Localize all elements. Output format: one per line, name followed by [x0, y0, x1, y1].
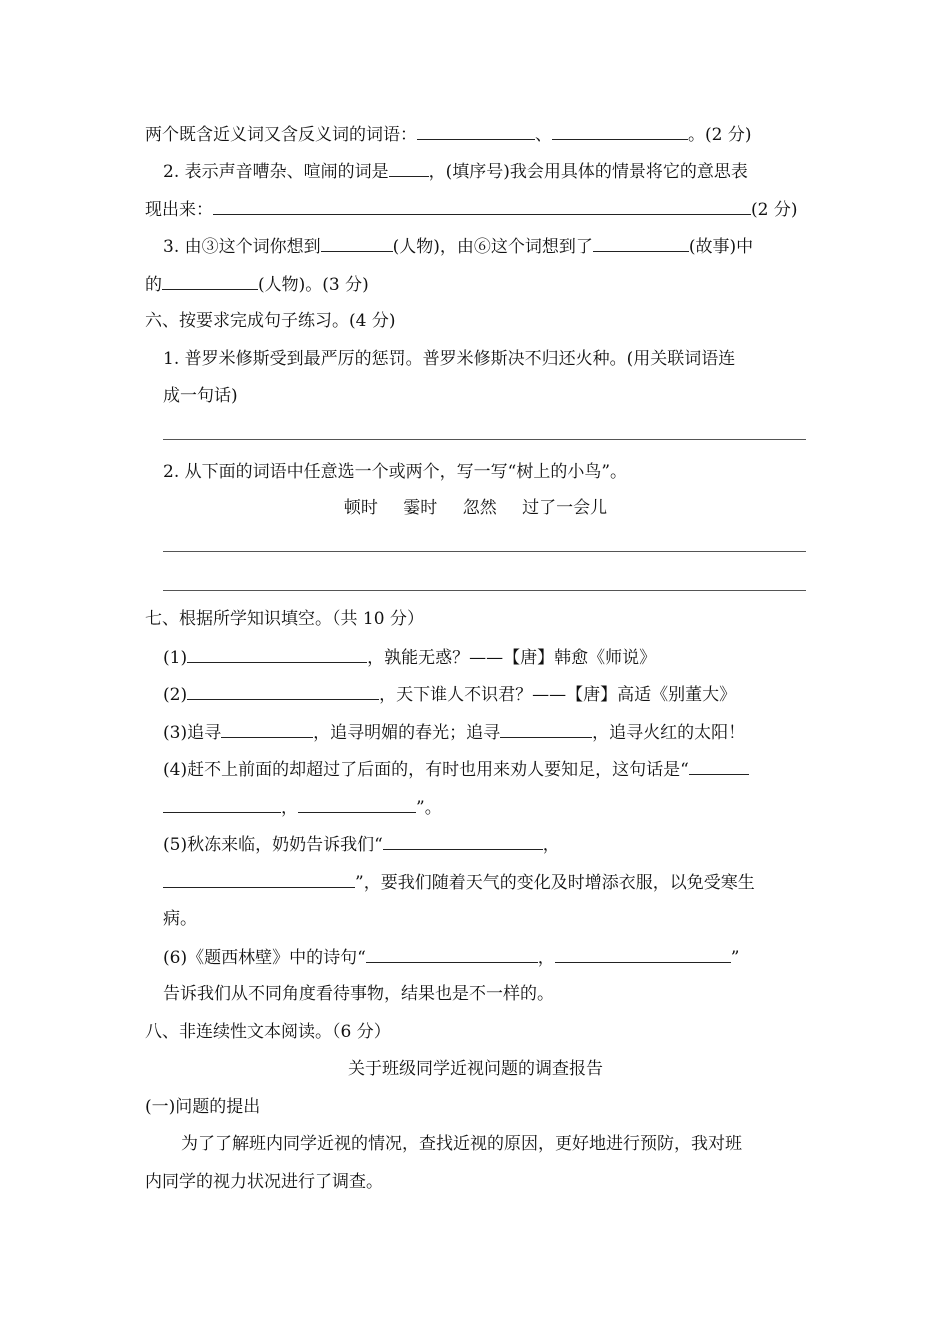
q7-item1-num: (1) [163, 648, 188, 668]
q6-item2-line1: 2. 从下面的词语中任意选一个或两个，写一写“树上的小鸟”。 [163, 462, 628, 482]
answer-blank[interactable] [389, 159, 429, 177]
report-subheading: (一)问题的提出 [145, 1097, 261, 1117]
answer-line[interactable] [163, 590, 806, 591]
q7-item5-text-a: (5)秋冻来临，奶奶告诉我们“ [163, 835, 383, 855]
q7-item4-sep: ， [281, 798, 298, 818]
answer-blank[interactable] [298, 795, 416, 813]
word-choices [145, 496, 806, 520]
answer-blank[interactable] [187, 682, 379, 700]
answer-blank[interactable] [162, 272, 258, 290]
q6-item1-line2: 成一句话) [163, 386, 238, 406]
q7-item3-text-c: ，追寻火红的太阳！ [592, 723, 746, 743]
q5-item2-text-c: 现出来： [145, 200, 213, 220]
q7-item4-line1 [163, 757, 749, 782]
q7-item6-sep: ， [537, 948, 555, 968]
q5-item3-text-a: 3. 由③这个词你想到 [163, 237, 321, 257]
q7-item6-line2: 告诉我们从不同角度看待事物，结果也是不一样的。 [163, 984, 554, 1004]
answer-blank[interactable] [321, 234, 393, 252]
q7-item5-sep: ， [542, 835, 560, 855]
q7-item2-text: ，天下谁人不识君？——【唐】高适《别董大》 [379, 685, 737, 705]
q7-item3-text-b: ，追寻明媚的春光；追寻 [313, 723, 501, 743]
q6-item1-line1: 1. 普罗米修斯受到最严厉的惩罚。普罗米修斯决不归还火种。(用关联词语连 [163, 349, 736, 369]
answer-blank[interactable] [417, 122, 535, 140]
answer-blank[interactable] [593, 234, 689, 252]
q7-item6-end: ” [730, 948, 740, 968]
q5-item3-text-c: (故事)中 [688, 237, 754, 257]
q7-item4-end: ”。 [416, 798, 442, 818]
q5-item3-line1 [163, 234, 753, 259]
word-choice: 顿时 [343, 498, 378, 518]
answer-line[interactable] [163, 551, 806, 552]
q5-item3-text-b: (人物)，由⑥这个词想到了 [392, 237, 593, 257]
q5-item3-line2 [145, 272, 369, 297]
answer-blank[interactable] [163, 870, 355, 888]
word-choice: 霎时 [403, 498, 438, 518]
q5-item2-line2 [145, 197, 797, 222]
report-title: 关于班级同学近视问题的调查报告 [348, 1059, 603, 1079]
section-6-heading: 六、按要求完成句子练习。(4 分) [145, 311, 396, 331]
word-choice: 忽然 [462, 498, 497, 518]
q5-line1-prefix: 两个既含近义词又含反义词的词语： [145, 125, 417, 145]
q7-item1-text: ，孰能无惑？——【唐】韩愈《师说》 [367, 648, 657, 668]
answer-blank[interactable] [221, 720, 313, 738]
q5-line1 [145, 122, 751, 147]
q7-item5-line3: 病。 [163, 909, 197, 929]
word-choice: 过了一会儿 [522, 498, 608, 518]
q7-item1 [163, 645, 656, 670]
q5-line1-suffix: 。(2 分) [688, 125, 752, 145]
q7-item4-text: (4)赶不上前面的却超过了后面的，有时也用来劝人要知足，这句话是“ [163, 760, 689, 780]
section-7-heading: 七、根据所学知识填空。（共 10 分） [145, 609, 424, 629]
q5-item3-text-e: (人物)。(3 分) [258, 275, 369, 295]
answer-blank[interactable] [213, 197, 751, 215]
q7-item3 [163, 720, 745, 745]
answer-blank[interactable] [366, 945, 538, 963]
report-para-line1: 为了了解班内同学近视的情况，查找近视的原因，更好地进行预防，我对班 [181, 1134, 742, 1154]
q7-item5-line1 [163, 832, 560, 857]
answer-blank[interactable] [500, 720, 592, 738]
answer-line[interactable] [163, 439, 806, 440]
answer-blank[interactable] [187, 645, 367, 663]
q7-item4-line2 [163, 795, 442, 820]
answer-blank[interactable] [163, 795, 281, 813]
answer-blank[interactable] [552, 122, 688, 140]
report-para-line2: 内同学的视力状况进行了调查。 [145, 1172, 383, 1192]
q7-item2 [163, 682, 736, 707]
q5-item2-line1 [163, 159, 748, 184]
q5-item2-text-a: 2. 表示声音嘈杂、喧闹的词是 [163, 162, 389, 182]
answer-blank[interactable] [689, 757, 749, 775]
q7-item2-num: (2) [163, 685, 188, 705]
q7-item5-text-b: ”，要我们随着天气的变化及时增添衣服，以免受寒生 [355, 873, 755, 893]
q7-item6-line1 [163, 945, 739, 970]
q5-item2-text-b: ，(填序号)我会用具体的情景将它的意思表 [428, 162, 748, 182]
q5-item3-text-d: 的 [145, 275, 162, 295]
answer-blank[interactable] [555, 945, 731, 963]
q7-item3-text-a: (3)追寻 [163, 723, 222, 743]
q7-item6-text-a: (6)《题西林壁》中的诗句“ [163, 948, 366, 968]
section-8-heading: 八、非连续性文本阅读。（6 分） [145, 1022, 391, 1042]
q7-item5-line2 [163, 870, 755, 895]
q5-item2-score: (2 分) [751, 200, 798, 220]
q5-line1-sep: 、 [535, 125, 552, 145]
answer-blank[interactable] [383, 832, 543, 850]
